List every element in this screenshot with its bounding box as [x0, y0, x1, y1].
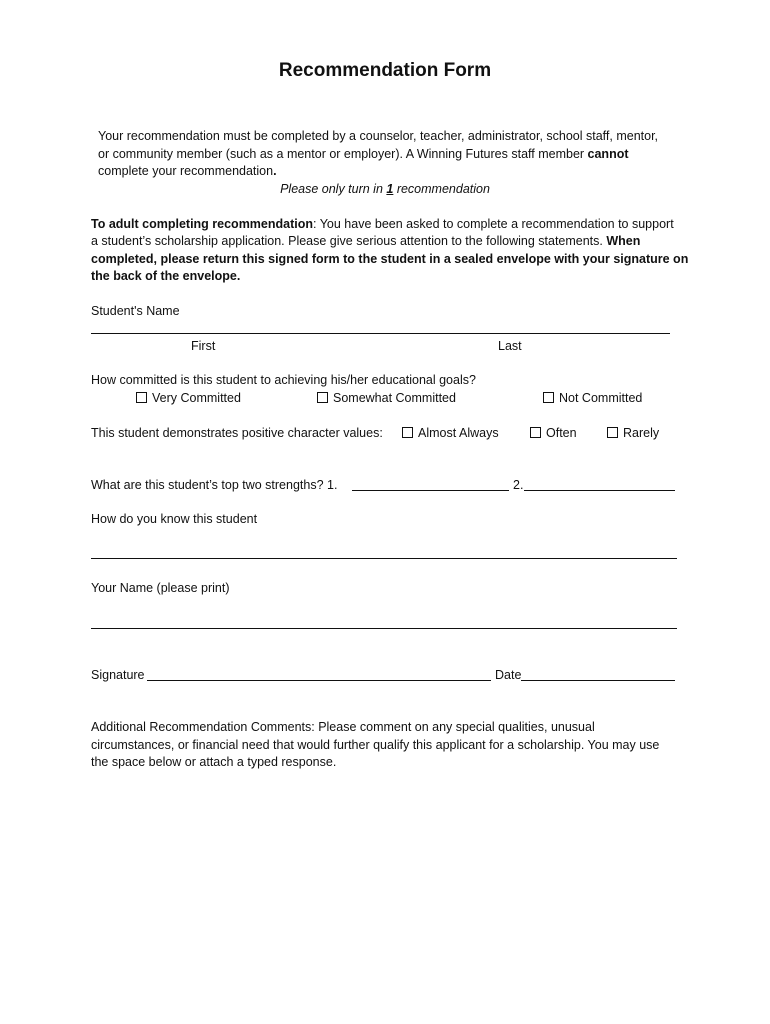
your-name-field[interactable] [91, 628, 677, 629]
adult-line-1 [91, 216, 674, 234]
intro-note-suffix: recommendation [393, 182, 490, 196]
intro-note-number: 1 [386, 182, 394, 196]
checkbox-icon[interactable] [402, 427, 413, 438]
adult-bold-label: To adult completing recommendation [91, 217, 314, 231]
character-question: This student demonstrates positive character values: [91, 426, 383, 440]
intro-line-2-text: or community member (such as a mentor or employer). A Winning Futures staff member [98, 147, 588, 161]
comments-line-2: circumstances, or financial need that would further qualify this applicant for a scholarship. You may use [91, 738, 660, 752]
date-label: Date [495, 668, 522, 682]
page-title: Recommendation Form [278, 60, 492, 81]
date-field[interactable] [521, 680, 675, 681]
intro-line-3-period: . [273, 164, 277, 178]
strengths-question [91, 477, 337, 495]
strength-1-number: 1. [327, 478, 338, 492]
last-name-label: Last [498, 339, 522, 353]
commitment-option-very[interactable] [136, 390, 241, 408]
strength-2-number: 2. [513, 478, 524, 492]
intro-line-2 [98, 146, 629, 164]
commitment-question: How committed is this student to achieving his/her educational goals? [91, 373, 476, 387]
comments-line-1: Additional Recommendation Comments: Please comment on any special qualities, unusual [91, 720, 595, 734]
character-option-label: Rarely [623, 426, 660, 440]
adult-line-3: completed, please return this signed form to the student in a sealed envelope with your signature on [91, 252, 689, 266]
checkbox-icon[interactable] [530, 427, 541, 438]
character-option-label: Often [546, 426, 577, 440]
intro-line-3-text: complete your recommendation [98, 164, 274, 178]
your-name-label: Your Name (please print) [91, 581, 230, 595]
adult-line-4: the back of the envelope. [91, 269, 241, 283]
intro-note-prefix: Please only turn in [280, 182, 387, 196]
student-name-field[interactable] [91, 333, 670, 334]
adult-line-1-text: : You have been asked to complete a recommendation to support [313, 217, 674, 231]
adult-line-2 [91, 233, 640, 251]
commitment-option-label: Very Committed [152, 391, 241, 405]
commitment-option-label: Somewhat Committed [333, 391, 456, 405]
commitment-option-somewhat[interactable] [317, 390, 456, 408]
adult-line-2-text: a student’s scholarship application. Please give serious attention to the following statements. [91, 234, 607, 248]
strength-1-field[interactable] [352, 490, 509, 491]
character-option-often[interactable] [530, 425, 577, 443]
checkbox-icon[interactable] [543, 392, 554, 403]
character-option-almost-always[interactable] [402, 425, 499, 443]
first-name-label: First [191, 339, 216, 353]
character-option-rarely[interactable] [607, 425, 659, 443]
commitment-option-not[interactable] [543, 390, 642, 408]
strengths-question-text: What are this student’s top two strengths? [91, 478, 324, 492]
student-name-label: Student's Name [91, 304, 180, 318]
checkbox-icon[interactable] [136, 392, 147, 403]
intro-note [0, 181, 770, 199]
checkbox-icon[interactable] [317, 392, 328, 403]
character-option-label: Almost Always [418, 426, 499, 440]
strength-2-field[interactable] [524, 490, 675, 491]
know-field[interactable] [91, 558, 677, 559]
comments-area[interactable] [91, 780, 677, 980]
commitment-option-label: Not Committed [559, 391, 643, 405]
adult-line-2-bold: When [606, 234, 641, 248]
signature-field[interactable] [147, 680, 491, 681]
know-question: How do you know this student [91, 512, 258, 526]
checkbox-icon[interactable] [607, 427, 618, 438]
comments-line-3: the space below or attach a typed response. [91, 755, 337, 769]
signature-label: Signature [91, 668, 145, 682]
intro-line-3 [98, 163, 277, 181]
intro-cannot-bold: cannot [587, 147, 629, 161]
intro-line-1: Your recommendation must be completed by a counselor, teacher, administrator, school staff, mentor, [98, 129, 659, 143]
